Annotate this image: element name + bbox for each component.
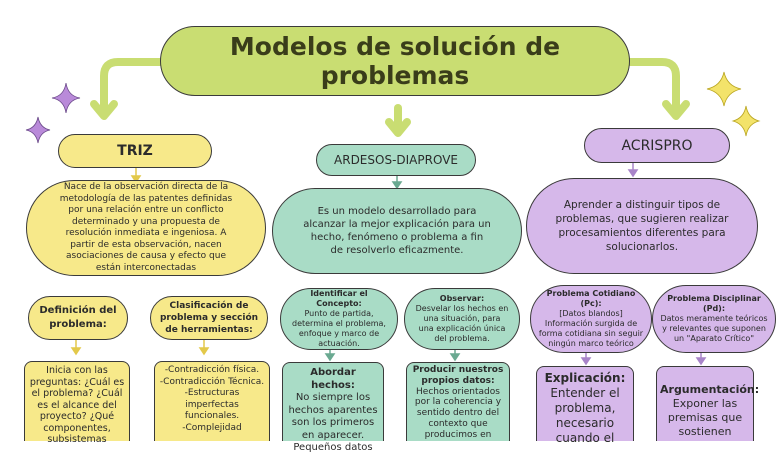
triz-description [26,180,266,276]
triz-description-text: Nace de la observación directa de la metodología de las patentes definidas por una relación entre un conflicto determinado y una propuesta de resolución inmediata e ingeniosa. A partir de esta observación, nacen asociaciones de causa y efecto que están interconectadas [59,182,233,273]
sparkle-icon [707,72,741,106]
triz-definition-header [28,296,128,340]
ardesos-description-text: Es un modelo desarrollado para alcanzar la mejor explicación para un hecho, fenómeno o problema a fin de resolverlo eficazmente. [303,206,491,256]
acrispro-description [526,178,758,274]
triz-classification-card [154,361,270,441]
acrispro-explanation-card [536,366,634,445]
sparkle-icon [52,83,80,113]
title-to-acrispro-arrow [630,62,686,116]
ardesos-facts-label: Abordar hechos: [310,367,356,391]
main-title: Modelos de solución de problemas [160,26,630,96]
acrispro-description-text: Aprender a distinguir tipos de problemas, que sugieren realizar procesamientos diferentes para solucionarlos. [555,199,729,253]
acrispro-everyday-box [530,285,652,353]
sparkle-icon [26,117,50,143]
ardesos-observe-body: Desvelar los hechos en una situación, para una explicación única del problema. [415,304,509,343]
acrispro-explanation-label: Explicación: [544,371,626,385]
title-to-triz-arrow [94,62,160,116]
ardesos-facts-body: No siempre los hechos aparentes son los primeros en aparecer. Pequeños datos [288,392,378,453]
triz-classification-label: Clasificación de problema y sección de herramientas: [159,301,259,335]
triz-classification-item: -Complejidad [182,422,242,433]
acrispro-argument-card [656,366,760,441]
acrispro-label: ACRISPRO [621,137,693,154]
ardesos-identify-box [280,288,398,350]
ardesos-identify-label: Identificar el Concepto: [310,289,368,308]
triz-label: TRIZ [117,143,153,159]
acrispro-explanation-body: Entender el problema, necesario cuando el [550,386,620,445]
triz-definition-card [24,361,130,445]
ardesos-identify-body: Punto de partida, determina el problema, enfoque y marco de actuación. [292,309,386,348]
ardesos-header [316,144,476,176]
acrispro-argument-label: Argumentación: [660,383,760,396]
triz-classification-item: -Contradicción física. [164,365,260,375]
triz-classification-item: -Estructuras imperfectas funcionales. [184,388,240,421]
ardesos-facts-card [282,362,384,453]
triz-classification-item: -Contradicción Técnica. [159,376,265,387]
triz-header [58,134,212,168]
triz-classification-header [150,296,268,340]
title-to-ardesos-arrow [389,108,407,133]
triz-definition-body: Inicia con las preguntas: ¿Cuál es el problema? ¿Cuál es el alcance del proyecto? ¿Qué componentes, subsistemas [29,365,125,445]
acrispro-header [584,128,730,163]
ardesos-data-card [406,362,510,441]
acrispro-argument-body: Exponer las premisas que sostienen [667,397,743,438]
ardesos-description [272,188,522,274]
ardesos-data-label: Producir nuestros propios datos: [412,365,504,386]
ardesos-label: ARDESOS-DIAPROVE [334,153,458,167]
acrispro-disciplinary-box [652,285,776,353]
acrispro-disciplinary-body: Datos meramente teóricos y relevantes que suponen un "Aparato Crítico" [660,314,768,343]
acrispro-disciplinary-label: Problema Disciplinar (Pd): [667,294,761,313]
acrispro-everyday-label: Problema Cotidiano (Pc): [546,289,636,308]
acrispro-everyday-body: [Datos blandos] Información surgida de forma cotidiana sin seguir ningún marco teórico [538,309,644,348]
ardesos-observe-box [404,288,520,350]
sparkle-icon [733,106,759,136]
ardesos-observe-label: Observar: [439,294,485,303]
triz-definition-label: Definición del problema: [39,305,117,330]
ardesos-data-body: Hechos orientados por la coherencia y sentido dentro del contexto que producimos en [414,386,502,440]
